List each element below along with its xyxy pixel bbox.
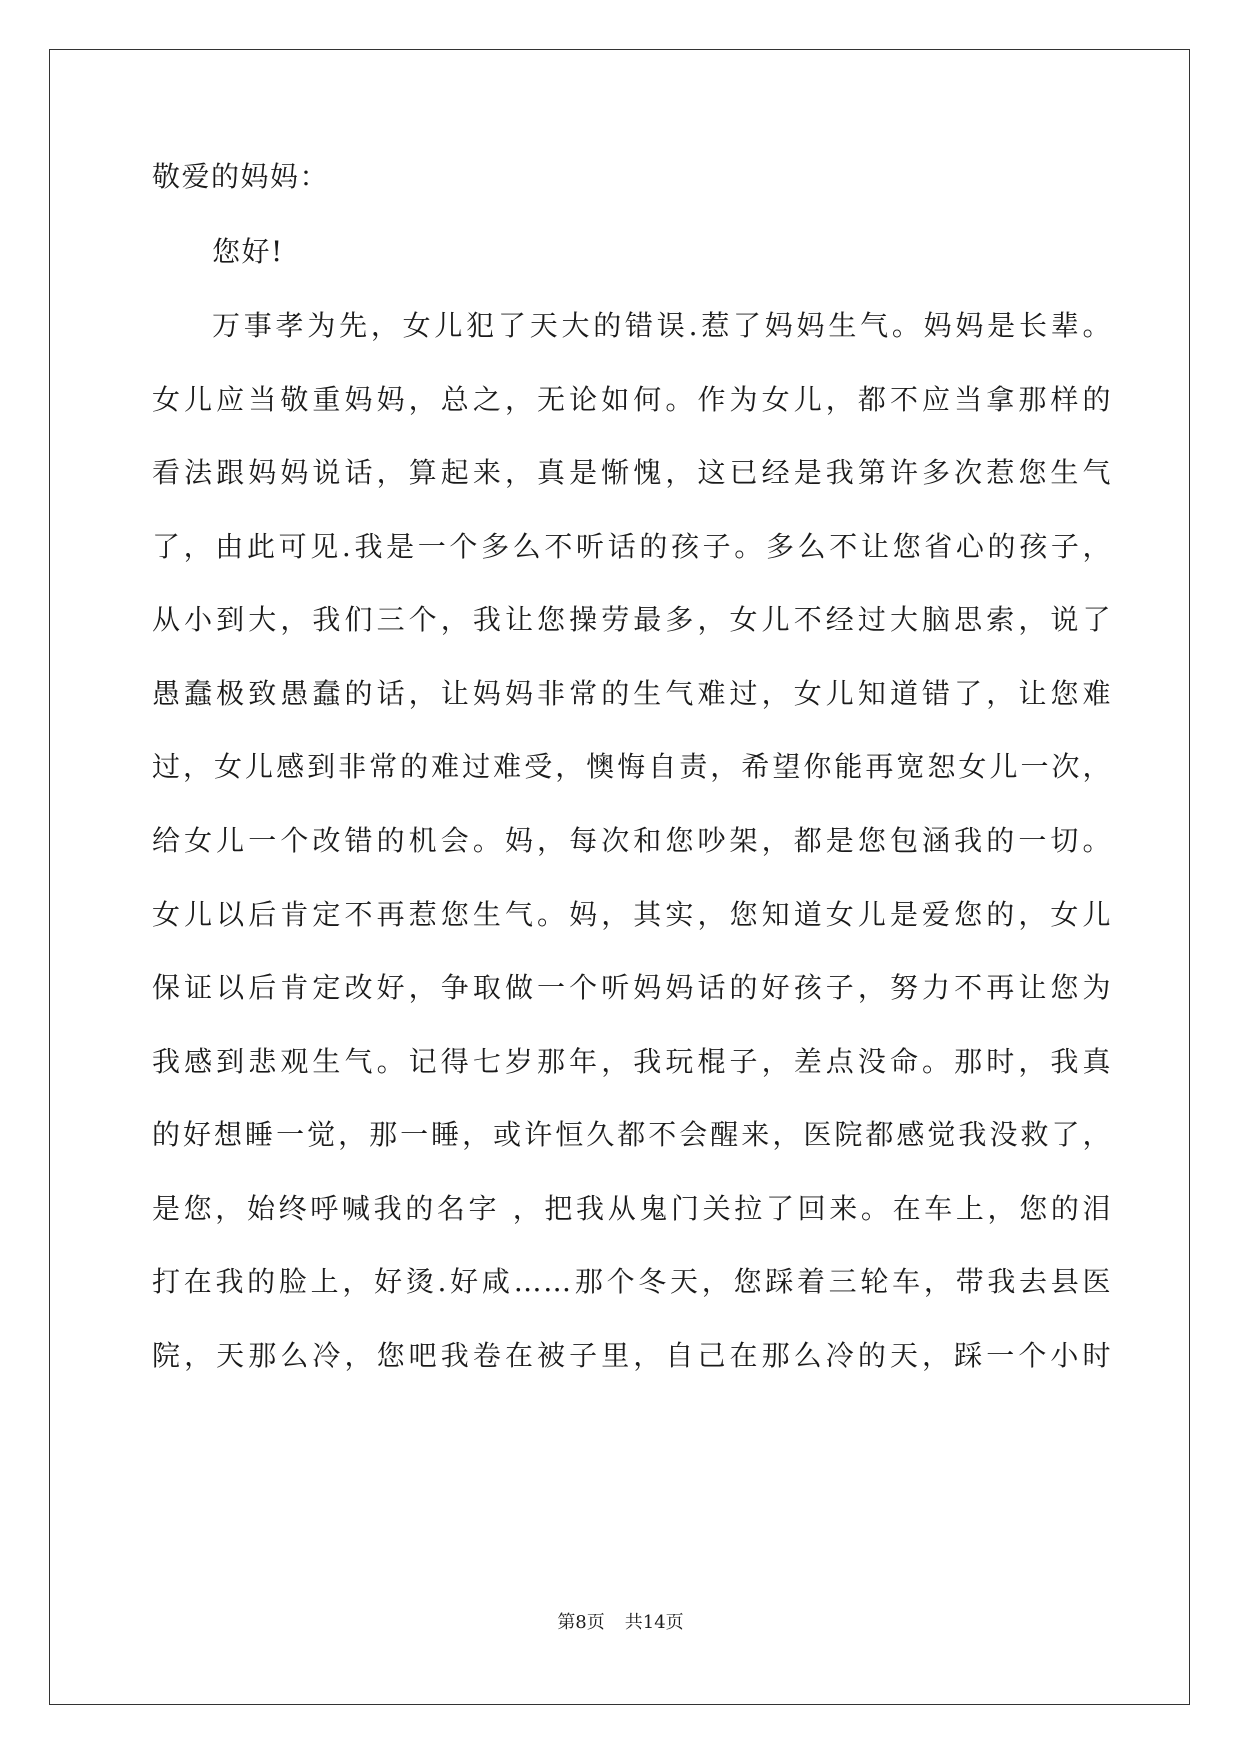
page-number: 第8页 <box>557 1612 605 1633</box>
paragraph-line: 给女儿一个改错的机会。妈，每次和您吵架，都是您包涵我的一切。 <box>152 824 1112 857</box>
greeting: 您好! <box>212 235 284 268</box>
paragraph-line: 女儿以后肯定不再惹您生气。妈，其实，您知道女儿是爱您的，女儿 <box>152 898 1112 931</box>
paragraph-line: 愚蠢极致愚蠢的话，让妈妈非常的生气难过，女儿知道错了，让您难 <box>152 677 1112 710</box>
paragraph-line: 万事孝为先，女儿犯了天大的错误.惹了妈妈生气。妈妈是长辈。 <box>212 309 1112 342</box>
paragraph-line: 女儿应当敬重妈妈，总之，无论如何。作为女儿，都不应当拿那样的 <box>152 383 1112 416</box>
paragraph-line: 打在我的脸上，好烫.好咸……那个冬天，您踩着三轮车，带我去县医 <box>152 1265 1112 1298</box>
paragraph-line: 从小到大，我们三个，我让您操劳最多，女儿不经过大脑思索，说了 <box>152 603 1112 636</box>
page-total: 共14页 <box>624 1612 684 1633</box>
paragraph-line: 我感到悲观生气。记得七岁那年，我玩棍子，差点没命。那时，我真 <box>152 1045 1112 1078</box>
paragraph-line: 过，女儿感到非常的难过难受，懊悔自责，希望你能再宽恕女儿一次， <box>152 750 1112 783</box>
paragraph-line: 的好想睡一觉，那一睡，或许恒久都不会醒来，医院都感觉我没救了， <box>152 1118 1112 1151</box>
salutation: 敬爱的妈妈： <box>152 160 330 193</box>
paragraph-line: 看法跟妈妈说话，算起来，真是惭愧，这已经是我第许多次惹您生气 <box>152 456 1112 489</box>
paragraph-line: 了，由此可见.我是一个多么不听话的孩子。多么不让您省心的孩子， <box>152 530 1112 563</box>
page-footer <box>0 1611 1241 1635</box>
page-border <box>49 49 1190 1705</box>
paragraph-line: 院，天那么冷，您吧我卷在被子里，自己在那么冷的天，踩一个小时 <box>152 1339 1112 1372</box>
paragraph-line: 保证以后肯定改好，争取做一个听妈妈话的好孩子，努力不再让您为 <box>152 971 1112 1004</box>
paragraph-line: 是您，始终呼喊我的名字 ，把我从鬼门关拉了回来。在车上，您的泪 <box>152 1192 1112 1225</box>
